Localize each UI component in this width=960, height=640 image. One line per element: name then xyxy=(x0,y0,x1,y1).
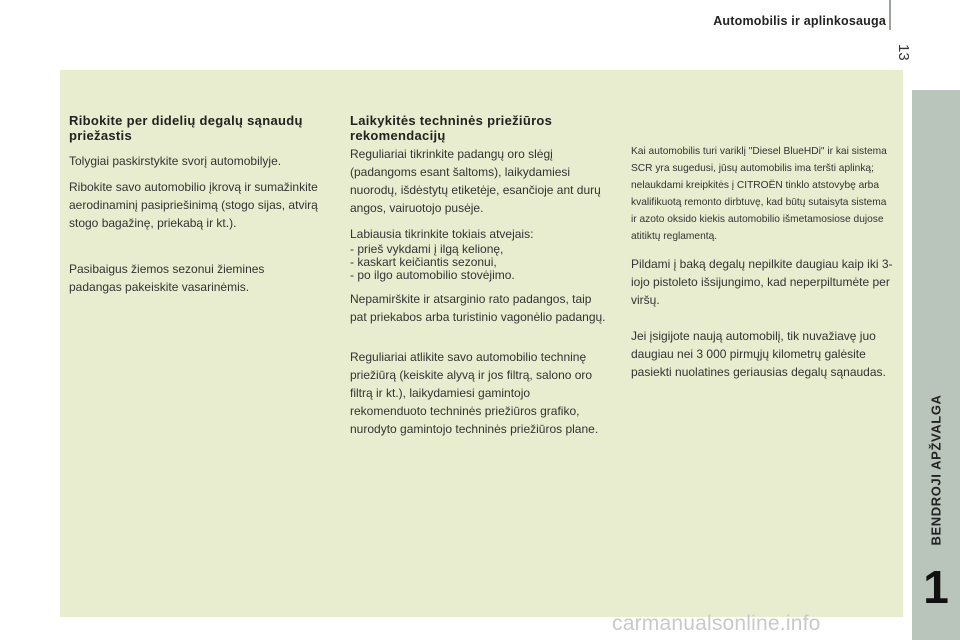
list-item: - prieš vykdami į ilgą kelionę, xyxy=(350,242,504,256)
paragraph: Kai automobilis turi variklį "Diesel BlueHDi" ir kai sistema SCR yra sugedusi, jūsų automobilis ima teršti aplinką; nelaukdami kreipkitės į CITROËN tinklo atstovybę arba kvalifikuotą remonto dirbtuvę, kad būtų sutaisyta sistema ir azoto oksido kiekis automobilio išmetamosiose dujose atitiktų reglamentą. xyxy=(631,146,887,242)
page-number: 13 xyxy=(895,44,912,61)
paragraph: Labiausia tikrinkite tokiais atvejais: xyxy=(350,227,534,241)
paragraph: Pildami į baką degalų nepilkite daugiau kaip iki 3-iojo pistoleto išsijungimo, kad neperpiltumėte per viršų. xyxy=(631,257,893,307)
paragraph: Nepamirškite ir atsarginio rato padangos, taip pat priekabos arba turistinio vagonėlio padangų. xyxy=(350,292,606,324)
column-maintenance xyxy=(350,113,610,446)
paragraph: Tolygiai paskirstykite svorį automobilyje. xyxy=(69,154,282,168)
paragraph: Ribokite savo automobilio įkrovą ir sumažinkite aerodinaminį pasipriešinimą (stogo sijas, atvirą stogo bagažinę, priekabą ir kt.). xyxy=(69,180,318,230)
paragraph: Pasibaigus žiemos sezonui žiemines padangas pakeiskite vasarinėmis. xyxy=(69,262,265,294)
list-item: - po ilgo automobilio stovėjimo. xyxy=(350,268,515,282)
section-heading-maintenance: Laikykitės techninės priežiūros rekomendacijų xyxy=(350,113,553,143)
section-heading-fuel-consumption: Ribokite per didelių degalų sąnaudų priežastis xyxy=(69,113,303,143)
paragraph: Reguliariai tikrinkite padangų oro slėgį (padangoms esant šaltoms), laikydamiesi nuorodų, išdėstytų etiketėje, esančioje ant durų angos, vairuotojo pusėje. xyxy=(350,147,601,215)
list-item: - kaskart keičiantis sezonui, xyxy=(350,255,497,269)
watermark: carmanualsonline.info xyxy=(612,612,821,635)
chapter-tab xyxy=(912,90,960,640)
chapter-number: 1 xyxy=(923,561,949,613)
chapter-label: BENDROJI APŽVALGA xyxy=(928,394,944,546)
header-divider xyxy=(889,0,891,30)
column-fuel-consumption xyxy=(69,113,319,304)
check-situations-list xyxy=(350,243,610,282)
column-notes xyxy=(631,143,893,389)
page-header-title: Automobilis ir aplinkosauga xyxy=(713,14,886,28)
paragraph: Reguliariai atlikite savo automobilio techninę priežiūrą (keiskite alyvą ir jos filtrą, salono oro filtrą ir kt.), laikydamiesi gamintojo rekomenduoto techninės priežiūros grafiko, nurodyto gamintojo techninės priežiūros plane. xyxy=(350,350,599,436)
paragraph: Jei įsigijote naują automobilį, tik nuvažiavę juo daugiau nei 3 000 pirmųjų kilometrų galėsite pasiekti nuolatines geriausias degalų sąnaudas. xyxy=(631,329,886,379)
